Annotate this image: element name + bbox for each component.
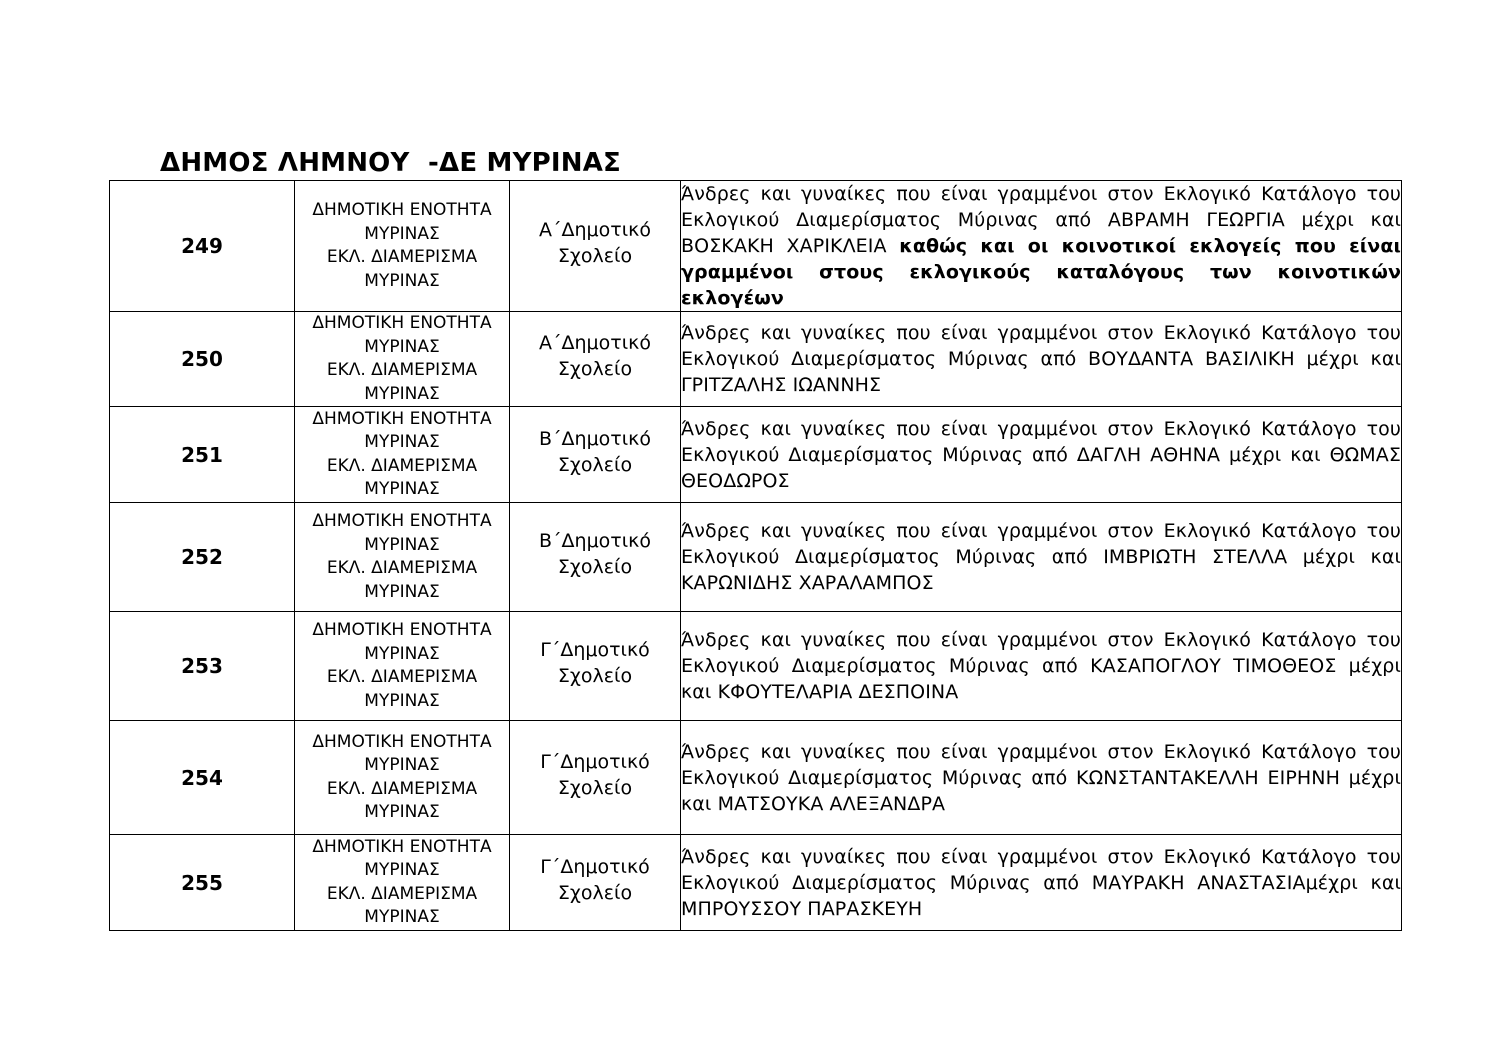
place-line: Σχολείο xyxy=(557,556,633,578)
polling-place xyxy=(510,503,681,612)
unit-line: ΔΗΜΟΤΙΚΗ ΕΝΟΤΗΤΑ xyxy=(312,408,492,429)
municipal-unit xyxy=(295,312,510,407)
table-row xyxy=(110,407,1402,503)
description-text: Άνδρες και γυναίκες που είναι γραμμένοι στον Εκλογικό Κατάλογο του Εκλογικού Διαμερίσματος Μύρινας από ΜΑΥΡΑΚΗ ΑΝΑΣΤΑΣΙΑμέχρι και ΜΠΡΟΥΣΣΟΥ ΠΑΡΑΣΚΕΥΗ xyxy=(681,845,1401,920)
unit-line: ΜΥΡΙΝΑΣ xyxy=(364,432,440,452)
unit-line: ΜΥΡΙΝΑΣ xyxy=(364,802,440,822)
unit-line: ΜΥΡΙΝΑΣ xyxy=(364,534,440,555)
station-number: 253 xyxy=(110,612,295,721)
unit-line: ΜΥΡΙΝΑΣ xyxy=(364,479,440,499)
description-text: Άνδρες και γυναίκες που είναι γραμμένοι στον Εκλογικό Κατάλογο του Εκλογικού Διαμερίσματος Μύρινας από ΑΒΡΑΜΗ ΓΕΩΡΓΙΑ μέχρι και ΒΟΣΚΑΚΗ ΧΑΡΙΚΛΕΙΑ xyxy=(681,183,1401,257)
table-row xyxy=(110,612,1402,721)
place-line: Σχολείο xyxy=(557,881,633,904)
table-row xyxy=(110,312,1402,407)
description-text: Άνδρες και γυναίκες που είναι γραμμένοι στον Εκλογικό Κατάλογο του Εκλογικού Διαμερίσματος Μύρινας από ΚΩΝΣΤΑΝΤΑΚΕΛΛΗ ΕΙΡΗΝΗ μέχρι και ΜΑΤΣΟΥΚΑ ΑΛΕΞΑΝΔΡΑ xyxy=(681,740,1401,815)
unit-line: ΔΗΜΟΤΙΚΗ ΕΝΟΤΗΤΑ xyxy=(312,731,492,752)
place-line: Β΄Δημοτικό xyxy=(539,427,651,450)
place-line: Σχολείο xyxy=(557,776,633,799)
voters-description xyxy=(681,312,1402,407)
unit-line: ΜΥΡΙΝΑΣ xyxy=(364,643,440,664)
unit-line: ΕΚΛ. ΔΙΑΜΕΡΙΣΜΑ xyxy=(326,455,478,476)
voters-description xyxy=(681,721,1402,835)
station-number: 251 xyxy=(110,407,295,503)
voters-description xyxy=(681,407,1402,503)
station-number: 252 xyxy=(110,503,295,612)
municipal-unit xyxy=(295,503,510,612)
station-number: 249 xyxy=(110,181,295,312)
place-line: Α΄Δημοτικό xyxy=(539,219,651,241)
voters-description xyxy=(681,835,1402,931)
polling-place xyxy=(510,181,681,312)
voters-description xyxy=(681,503,1402,612)
place-line: Α΄Δημοτικό xyxy=(539,332,651,354)
unit-line: ΔΗΜΟΤΙΚΗ ΕΝΟΤΗΤΑ xyxy=(312,200,492,220)
municipal-unit xyxy=(295,407,510,503)
place-line: Β΄Δημοτικό xyxy=(539,530,651,552)
unit-line: ΕΚΛ. ΔΙΑΜΕΡΙΣΜΑ xyxy=(326,247,478,267)
municipal-unit xyxy=(295,721,510,835)
unit-line: ΕΚΛ. ΔΙΑΜΕΡΙΣΜΑ xyxy=(326,667,478,687)
polling-place xyxy=(510,612,681,721)
table-row xyxy=(110,181,1402,312)
unit-line: ΜΥΡΙΝΑΣ xyxy=(364,581,440,602)
unit-line: ΔΗΜΟΤΙΚΗ ΕΝΟΤΗΤΑ xyxy=(312,836,492,857)
voters-description xyxy=(681,612,1402,721)
voters-description xyxy=(681,181,1402,312)
polling-place xyxy=(510,721,681,835)
station-number: 255 xyxy=(110,835,295,931)
place-line: Γ΄Δημοτικό xyxy=(540,855,650,878)
station-number: 254 xyxy=(110,721,295,835)
place-line: Γ΄Δημοτικό xyxy=(540,639,650,661)
unit-line: ΜΥΡΙΝΑΣ xyxy=(364,336,440,357)
unit-line: ΔΗΜΟΤΙΚΗ ΕΝΟΤΗΤΑ xyxy=(312,313,492,333)
unit-line: ΕΚΛ. ΔΙΑΜΕΡΙΣΜΑ xyxy=(326,778,478,799)
unit-line: ΜΥΡΙΝΑΣ xyxy=(364,690,440,711)
description-bold-text: καθώς και οι κοινοτικοί εκλογείς που είναι γραμμένοι στους εκλογικούς καταλόγους των κοινοτικών εκλογέων xyxy=(681,235,1401,309)
unit-line: ΜΥΡΙΝΑΣ xyxy=(364,907,440,927)
station-number: 250 xyxy=(110,312,295,407)
table-row xyxy=(110,503,1402,612)
municipal-unit xyxy=(295,835,510,931)
unit-line: ΕΚΛ. ΔΙΑΜΕΡΙΣΜΑ xyxy=(326,883,478,904)
unit-line: ΜΥΡΙΝΑΣ xyxy=(364,755,440,775)
unit-line: ΜΥΡΙΝΑΣ xyxy=(364,270,440,291)
unit-line: ΜΥΡΙΝΑΣ xyxy=(364,223,440,244)
page-title: ΔΗΜΟΣ ΛΗΜΝΟΥ -ΔΕ ΜΥΡΙΝΑΣ xyxy=(160,148,622,178)
place-line: Σχολείο xyxy=(557,358,633,380)
description-text: Άνδρες και γυναίκες που είναι γραμμένοι στον Εκλογικό Κατάλογο του Εκλογικού Διαμερίσματος Μύρινας από ΒΟΥΔΑΝΤΑ ΒΑΣΙΛΙΚΗ μέχρι και ΓΡΙΤΖΑΛΗΣ ΙΩΑΝΝΗΣ xyxy=(681,322,1401,396)
place-line: Γ΄Δημοτικό xyxy=(540,750,650,773)
municipal-unit xyxy=(295,181,510,312)
place-line: Σχολείο xyxy=(557,453,633,476)
polling-place xyxy=(510,312,681,407)
description-text: Άνδρες και γυναίκες που είναι γραμμένοι στον Εκλογικό Κατάλογο του Εκλογικού Διαμερίσματος Μύρινας από ΔΑΓΛΗ ΑΘΗΝΑ μέχρι και ΘΩΜΑΣ ΘΕΟΔΩΡΟΣ xyxy=(681,417,1401,492)
unit-line: ΔΗΜΟΤΙΚΗ ΕΝΟΤΗΤΑ xyxy=(312,511,492,531)
municipal-unit xyxy=(295,612,510,721)
table-row xyxy=(110,721,1402,835)
polling-place xyxy=(510,835,681,931)
place-line: Σχολείο xyxy=(557,665,633,687)
polling-stations-table xyxy=(109,180,1402,931)
unit-line: ΜΥΡΙΝΑΣ xyxy=(364,383,440,404)
unit-line: ΜΥΡΙΝΑΣ xyxy=(364,860,440,880)
place-line: Σχολείο xyxy=(557,245,633,267)
unit-line: ΔΗΜΟΤΙΚΗ ΕΝΟΤΗΤΑ xyxy=(312,620,492,640)
unit-line: ΕΚΛ. ΔΙΑΜΕΡΙΣΜΑ xyxy=(326,360,478,380)
description-text: Άνδρες και γυναίκες που είναι γραμμένοι στον Εκλογικό Κατάλογο του Εκλογικού Διαμερίσματος Μύρινας από ΙΜΒΡΙΩΤΗ ΣΤΕΛΛΑ μέχρι και ΚΑΡΩΝΙΔΗΣ ΧΑΡΑΛΑΜΠΟΣ xyxy=(681,520,1401,594)
description-text: Άνδρες και γυναίκες που είναι γραμμένοι στον Εκλογικό Κατάλογο του Εκλογικού Διαμερίσματος Μύρινας από ΚΑΣΑΠΟΓΛΟΥ ΤΙΜΟΘΕΟΣ μέχρι και ΚΦΟΥΤΕΛΑΡΙΑ ΔΕΣΠΟΙΝΑ xyxy=(681,629,1401,703)
polling-place xyxy=(510,407,681,503)
unit-line: ΕΚΛ. ΔΙΑΜΕΡΙΣΜΑ xyxy=(326,558,478,578)
table-row xyxy=(110,835,1402,931)
